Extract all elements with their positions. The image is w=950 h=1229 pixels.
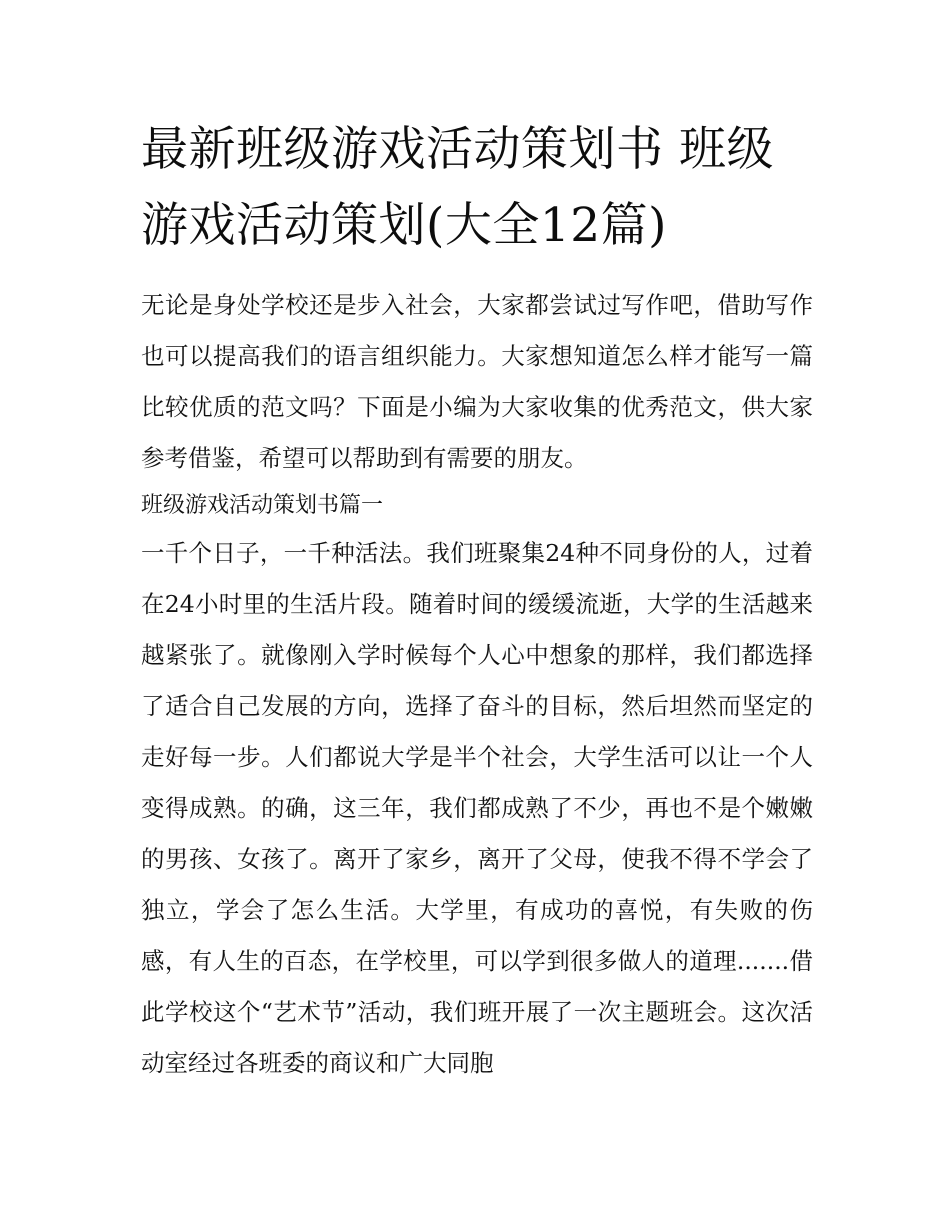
intro-paragraph: 无论是身处学校还是步入社会，大家都尝试过写作吧，借助写作也可以提高我们的语言组织能力。大家想知道怎么样才能写一篇比较优质的范文吗？下面是小编为大家收集的优秀范文，供大家参考借鉴，希望可以帮助到有需要的朋友。 xyxy=(141,291,813,472)
document-title: 最新班级游戏活动策划书 班级游戏活动策划(大全12篇) xyxy=(141,122,774,253)
body-paragraph: 一千个日子，一千种活法。我们班聚集24种不同身份的人，过着在24小时里的生活片段。随着时间的缓缓流逝，大学的生活越来越紧张了。就像刚入学时候每个人心中想象的那样，我们都选择了适合自己发展的方向，选择了奋斗的目标，然后坦然而坚定的走好每一步。人们都说大学是半个社会，大学生活可以让一个人变得成熟。的确，这三年，我们都成熟了不少，再也不是个嫩嫩的男孩、女孩了。离开了家乡，离开了父母，使我不得不学会了独立，学会了怎么生活。大学里，有成功的喜悦，有失败的伤感，有人生的百态，在学校里，可以学到很多做人的道理.......借此学校这个“艺术节”活动，我们班开展了一次主题班会。这次活动室经过各班委的商议和广大同胞 xyxy=(141,539,813,1077)
section-heading: 班级游戏活动策划书篇一 xyxy=(141,493,384,518)
document-page xyxy=(141,112,813,1089)
